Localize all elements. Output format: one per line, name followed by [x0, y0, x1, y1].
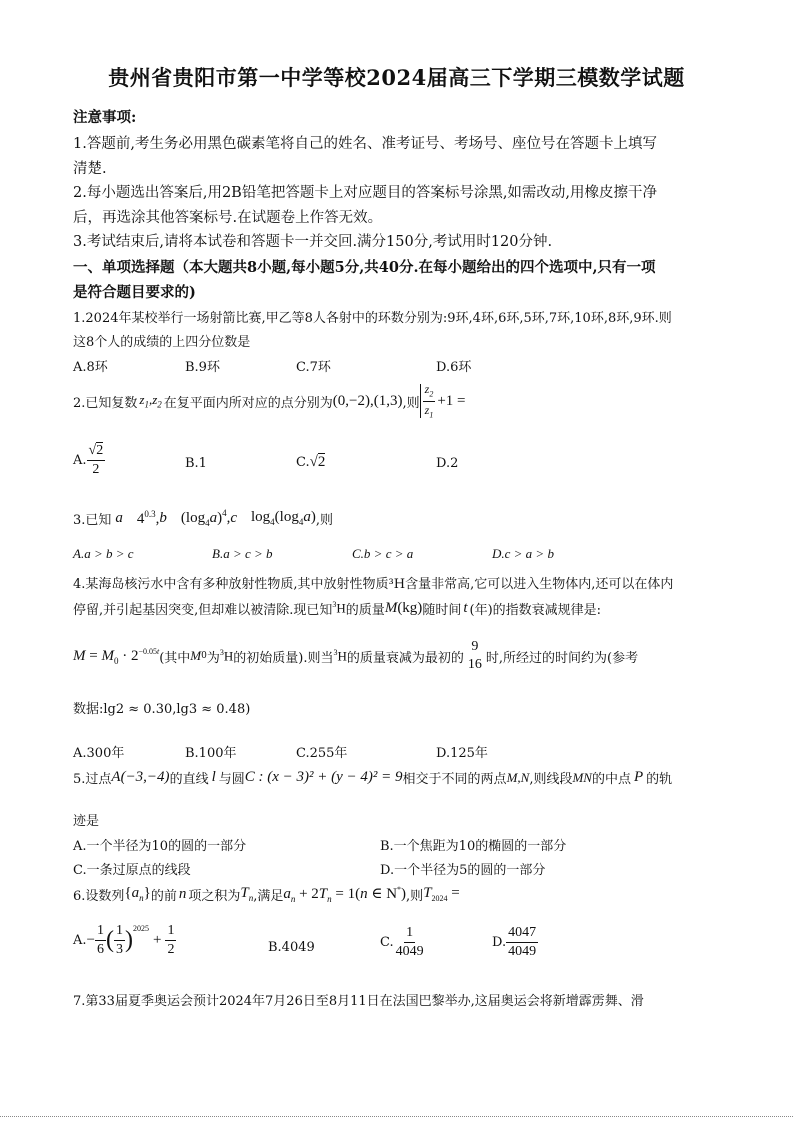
- question-3: 3.已知 a $4^{0.3}$, b $(\log_4a)^4$, c $\log_4(\log_4a)$ ,则: [73, 508, 333, 528]
- section-heading-cont: 是符合题目要求的): [73, 284, 196, 301]
- question-4-line-3: $M = M_0 \cdot 2^{-0.05t}$ (其中 M 0 为 $^3$H 的初始质量).则当 $^3$H 的质量衰减为最初的 9 16 时,所经过的时间约为(参考: [73, 639, 639, 672]
- notice-item-2-cont: 后，再选涂其他答案标号.在试题卷上作答无效。: [73, 210, 383, 226]
- q5-option-c: C.一条过原点的线段: [73, 863, 191, 878]
- page-footer-divider: [0, 1116, 793, 1117]
- question-2: 2.已知复数 $z_1,z_2$ 在复平面内所对应的点分别为 (0,−2),(1,3) ,则 $\frac{z_2}{z_1}$ +1 =: [73, 382, 466, 419]
- q6-option-b: B.4049: [268, 940, 315, 955]
- question-1-cont: 这8个人的成绩的上四分位数是: [73, 335, 251, 350]
- q2-option-d: D.2: [436, 456, 459, 471]
- question-4: 4.某海岛核污水中含有多种放射性物质,其中放射性物质³H含量非常高,它可以进入生物体内,还可以在体内: [73, 577, 674, 592]
- q6-option-c: C. $\frac{1}{4049}$: [380, 925, 424, 959]
- question-7: 7.第33届夏季奥运会预计2024年7月26日至8月11日在法国巴黎举办,这届奥运会将新增霹雳舞、滑: [73, 994, 644, 1009]
- question-6: 6.设数列 $\{a_n\}$ 的前 n 项之积为 $T_n$ ,满足 $a_n + 2T_n = 1(n$ ∈ N*) ,则 $T_{2024}$ =: [73, 885, 460, 904]
- question-4-line-4: 数据:lg2 ≈ 0.30,lg3 ≈ 0.48): [73, 702, 251, 717]
- q6-option-a: A. − $\frac{1}{6}$ ( $\frac{1}{3}$ ) $^{2025}$ + $\frac{1}{2}$: [73, 923, 175, 957]
- q2-option-a: A. $\frac{√2}{2}$: [73, 443, 104, 477]
- q5-option-a: A.一个半径为10的圆的一部分: [73, 839, 247, 854]
- section-heading: 一、单项选择题（本大题共8小题,每小题5分,共40分.在每小题给出的四个选项中,只有一项: [73, 259, 656, 276]
- q1-option-b: B.9环: [185, 360, 220, 375]
- notice-item-3: 3.考试结束后,请将本试卷和答题卡一并交回.满分150分,考试用时120分钟.: [73, 234, 553, 250]
- q2-option-c: C. √2: [296, 454, 326, 470]
- q2-option-b: B.1: [185, 456, 207, 471]
- question-1: 1.2024年某校举行一场射箭比赛,甲乙等8人各射中的环数分别为:9环,4环,6环,5环,7环,10环,8环,9环.则: [73, 311, 672, 326]
- q6-option-d: D. $\frac{4047}{4049}$: [492, 925, 537, 959]
- question-4-line-2: 停留,并引起基因突变,但却难以被清除.现已知 $^3$H 的质量 M(kg) 随时间 t (年)的指数衰减规律是:: [73, 600, 602, 618]
- notice-item-1-cont: 清楚.: [73, 161, 107, 177]
- q4-option-c: C.255年: [296, 746, 348, 761]
- q5-option-b: B.一个焦距为10的椭圆的一部分: [380, 839, 567, 854]
- q5-option-d: D.一个半径为5的圆的一部分: [380, 863, 546, 878]
- q4-option-b: B.100年: [185, 746, 237, 761]
- notice-item-1: 1.答题前,考生务必用黑色碳素笔将自己的姓名、准考证号、考场号、座位号在答题卡上填写: [73, 136, 657, 152]
- q3-option-b: B.a > c > b: [212, 546, 273, 561]
- q1-option-c: C.7环: [296, 360, 331, 375]
- q3-option-d: D.c > a > b: [492, 546, 554, 561]
- q4-option-a: A.300年: [73, 746, 125, 761]
- q1-option-d: D.6环: [436, 360, 472, 375]
- q3-option-c: C.b > c > a: [352, 546, 414, 561]
- q4-option-d: D.125年: [436, 746, 488, 761]
- question-5-cont: 迹是: [73, 814, 100, 829]
- notice-item-2: 2.每小题选出答案后,用2B铅笔把答题卡上对应题目的答案标号涂黑,如需改动,用橡皮擦干净: [73, 185, 658, 201]
- q3-option-a: A.a > b > c: [73, 546, 134, 561]
- q1-option-a: A.8环: [73, 360, 108, 375]
- question-5: 5.过点 A(−3,−4) 的直线 l 与圆 C : (x − 3)² + (y − 4)² = 9 相交于不同的两点 M,N ,则线段 MN 的中点 P 的轨: [73, 769, 673, 787]
- notice-heading: 注意事项:: [73, 109, 137, 126]
- page-title: 贵州省贵阳市第一中学等校2024届高三下学期三模数学试题: [108, 65, 685, 90]
